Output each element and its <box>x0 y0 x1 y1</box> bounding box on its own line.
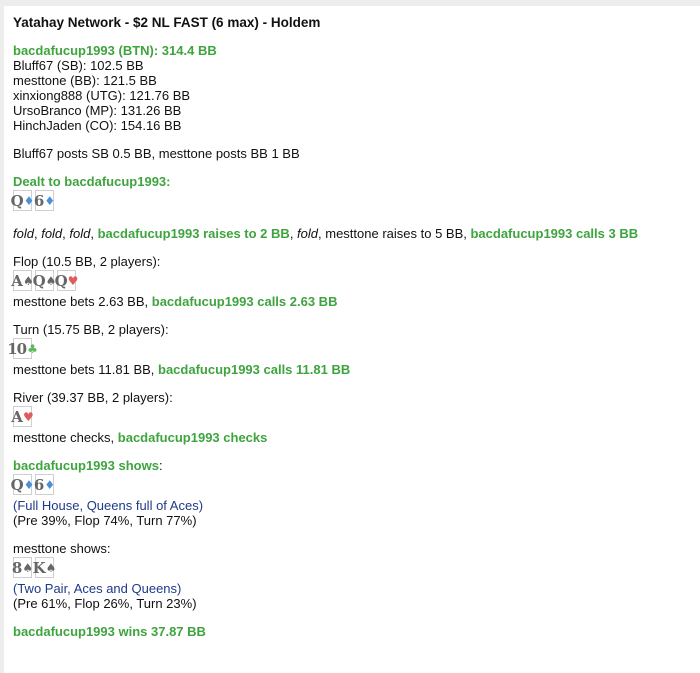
card-rank: 10 <box>7 339 27 358</box>
hearts-suit-icon: ♥ <box>67 274 79 288</box>
separator: , <box>90 226 98 241</box>
hero-check: bacdafucup1993 checks <box>117 430 268 445</box>
diamonds-suit-icon: ♦ <box>44 478 56 492</box>
playing-card <box>32 557 57 578</box>
card-rank: Q <box>10 475 23 494</box>
hero-equity: (Pre 39%, Flop 74%, Turn 77%) <box>13 513 197 528</box>
card-rank: A <box>11 271 22 290</box>
playing-card <box>54 270 79 291</box>
player-stack: UrsoBranco (MP): 131.26 BB <box>13 103 182 118</box>
flop-header: Flop (10.5 BB, 2 players): <box>13 254 161 269</box>
hero-call: bacdafucup1993 calls 2.63 BB <box>151 294 338 309</box>
playing-card <box>10 190 35 211</box>
spades-suit-icon: ♠ <box>22 274 34 288</box>
player-stack: Bluff67 (SB): 102.5 BB <box>13 58 144 73</box>
hero-stack: bacdafucup1993 (BTN): 314.4 BB <box>13 43 217 58</box>
separator: , <box>289 226 298 241</box>
separator: , <box>33 226 42 241</box>
hero-showdown-cards <box>10 474 691 496</box>
river-cards <box>13 406 691 428</box>
hero-call: bacdafucup1993 calls 11.81 BB <box>158 362 351 377</box>
dealt-label: Dealt to bacdafucup1993: <box>13 174 171 189</box>
villain-shows-label: mesttone shows: <box>13 541 111 556</box>
playing-card <box>35 474 54 495</box>
card-rank: Q <box>32 271 45 290</box>
villain-equity: (Pre 61%, Flop 26%, Turn 23%) <box>13 596 197 611</box>
player-stack: HinchJaden (CO): 154.16 BB <box>13 118 182 133</box>
hole-cards <box>10 190 691 212</box>
flop-cards <box>13 270 691 292</box>
fold-action: fold <box>69 226 91 241</box>
villain-hand-rank: (Two Pair, Aces and Queens) <box>13 581 182 596</box>
card-rank: 8 <box>11 558 22 577</box>
spades-suit-icon: ♠ <box>45 274 57 288</box>
preflop-action <box>13 226 691 241</box>
fold-action: fold <box>13 226 34 241</box>
card-rank: Q <box>54 271 67 290</box>
card-rank: 6 <box>33 475 44 494</box>
villain-raise: , mesttone raises to 5 BB, <box>318 226 471 241</box>
pot-result: bacdafucup1993 wins 37.87 BB <box>13 624 206 639</box>
river-action <box>13 430 691 445</box>
fold-action: fold <box>297 226 319 241</box>
playing-card <box>35 190 54 211</box>
playing-card <box>13 270 32 291</box>
clubs-suit-icon: ♣ <box>27 342 38 356</box>
card-rank: 6 <box>33 191 44 210</box>
turn-action <box>13 362 691 377</box>
hero-shows-label: bacdafucup1993 shows <box>13 458 159 473</box>
hero-call: bacdafucup1993 calls 3 BB <box>470 226 639 241</box>
villain-bet: mesttone bets 2.63 BB, <box>13 294 152 309</box>
player-stack: mesttone (BB): 121.5 BB <box>13 73 157 88</box>
spades-suit-icon: ♠ <box>45 561 57 575</box>
turn-cards <box>7 338 691 360</box>
diamonds-suit-icon: ♦ <box>23 478 35 492</box>
colon: : <box>158 458 163 473</box>
diamonds-suit-icon: ♦ <box>23 194 35 208</box>
flop-action <box>13 294 691 309</box>
hero-raise: bacdafucup1993 raises to 2 BB <box>97 226 290 241</box>
hand-history <box>4 6 700 673</box>
playing-card <box>10 474 35 495</box>
page-title: Yatahay Network - $2 NL FAST (6 max) - Holdem <box>13 15 321 30</box>
diamonds-suit-icon: ♦ <box>44 194 56 208</box>
hero-hand-rank: (Full House, Queens full of Aces) <box>13 498 204 513</box>
hero-shows <box>13 458 691 473</box>
villain-check: mesttone checks, <box>13 430 118 445</box>
spades-suit-icon: ♠ <box>22 561 34 575</box>
hearts-suit-icon: ♥ <box>22 410 34 424</box>
card-rank: Q <box>10 191 23 210</box>
playing-card <box>13 557 32 578</box>
turn-header: Turn (15.75 BB, 2 players): <box>13 322 169 337</box>
playing-card <box>32 270 57 291</box>
villain-showdown-cards <box>13 557 691 579</box>
blinds-posted: Bluff67 posts SB 0.5 BB, mesttone posts BB 1 BB <box>13 146 300 161</box>
villain-bet: mesttone bets 11.81 BB, <box>13 362 159 377</box>
player-stack: xinxiong888 (UTG): 121.76 BB <box>13 88 191 103</box>
playing-card <box>7 338 38 359</box>
card-rank: K <box>32 558 45 577</box>
fold-action: fold <box>41 226 63 241</box>
playing-card <box>13 406 32 427</box>
card-rank: A <box>11 407 22 426</box>
separator: , <box>62 226 70 241</box>
river-header: River (39.37 BB, 2 players): <box>13 390 173 405</box>
